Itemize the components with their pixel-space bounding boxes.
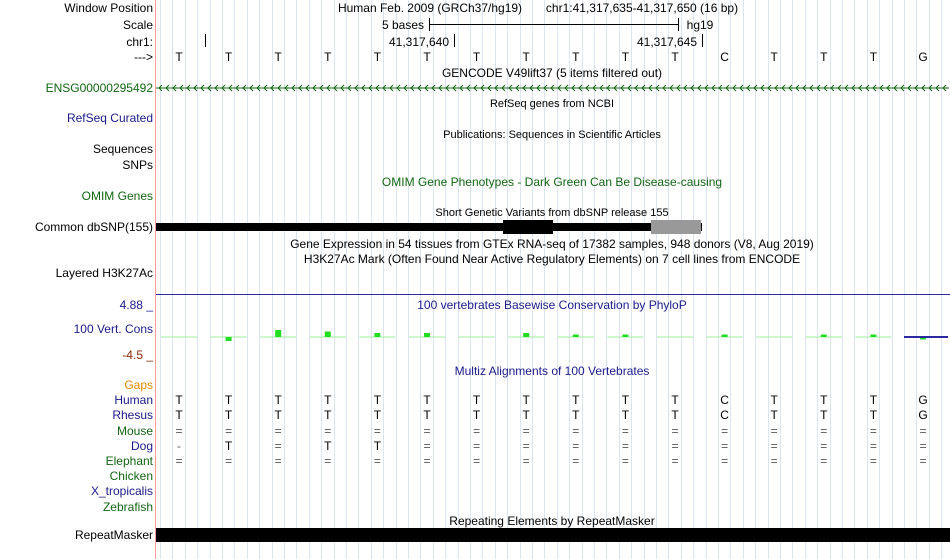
- alignment-base: =: [324, 424, 332, 438]
- scale-value: 5 bases: [381, 18, 425, 32]
- gencode-gene-label[interactable]: ENSG00000295492: [45, 81, 153, 95]
- alignment-base: T: [373, 393, 382, 407]
- omim-track-title: OMIM Gene Phenotypes - Dark Green Can Be Disease-causing: [381, 175, 723, 189]
- alignment-base: =: [671, 439, 679, 453]
- alignment-base: T: [671, 408, 679, 422]
- alignment-base: =: [274, 424, 282, 438]
- alignment-base: T: [869, 393, 878, 407]
- alignment-base: =: [225, 424, 233, 438]
- multiz-species-label[interactable]: Zebrafish: [102, 500, 153, 514]
- gtex-track-title: Gene Expression in 54 tissues from GTEx RNA-seq of 17382 samples, 948 donors (V8, Aug 2019): [290, 237, 814, 251]
- dbsnp-feature-block[interactable]: [503, 220, 553, 234]
- h3k27ac-track-title: H3K27Ac Mark (Often Found Near Active Regulatory Elements) on 7 cell lines from ENCODE: [303, 252, 801, 266]
- alignment-base: =: [324, 454, 332, 468]
- alignment-base: T: [820, 408, 828, 422]
- alignment-base: T: [770, 393, 778, 407]
- phylop-bar: [722, 335, 728, 338]
- alignment-base: =: [423, 439, 431, 453]
- alignment-base: T: [522, 393, 530, 407]
- conservation-track-title: 100 vertebrates Basewise Conservation by PhyloP: [417, 298, 687, 312]
- scale-bar-right-tick: [678, 18, 679, 31]
- alignment-base: T: [820, 393, 828, 407]
- alignment-base: =: [770, 439, 778, 453]
- alignment-base: T: [274, 408, 282, 422]
- sequence-base: T: [373, 50, 382, 64]
- phylop-bar: [374, 333, 380, 337]
- dbsnp-feature-gray[interactable]: [651, 220, 701, 234]
- conservation-track-label[interactable]: 100 Vert. Cons: [73, 322, 153, 336]
- ruler-tick-1: [454, 34, 455, 47]
- gencode-track-title: GENCODE V49lift37 (5 items filtered out): [441, 66, 663, 80]
- alignment-base: =: [175, 424, 183, 438]
- multiz-species-label[interactable]: Chicken: [109, 469, 153, 483]
- alignment-base: T: [175, 408, 183, 422]
- alignment-base: =: [919, 439, 927, 453]
- alignment-base: =: [522, 439, 530, 453]
- refseq-track-title: RefSeq genes from NCBI: [489, 98, 615, 110]
- alignment-base: =: [721, 439, 729, 453]
- alignment-base: =: [621, 424, 629, 438]
- sequence-base: T: [472, 50, 481, 64]
- alignment-base: =: [869, 439, 877, 453]
- sequence-base: T: [869, 50, 878, 64]
- alignment-base: =: [473, 424, 481, 438]
- alignment-base: T: [472, 393, 481, 407]
- alignment-base: T: [671, 393, 679, 407]
- alignment-base: =: [274, 454, 282, 468]
- conservation-max-label: 4.88 _: [119, 298, 153, 312]
- h3k27ac-track-label[interactable]: Layered H3K27Ac: [55, 266, 153, 280]
- alignment-base: T: [373, 408, 382, 422]
- alignment-base: =: [274, 439, 282, 453]
- multiz-species-label[interactable]: Rhesus: [112, 408, 153, 422]
- alignment-base: =: [522, 454, 530, 468]
- alignment-base: T: [572, 408, 580, 422]
- assembly-title: Human Feb. 2009 (GRCh37/hg19): [337, 1, 523, 15]
- alignment-base: G: [918, 408, 928, 422]
- publications-track-title: Publications: Sequences in Scientific Articles: [443, 129, 661, 141]
- repeatmasker-feature[interactable]: [156, 528, 950, 542]
- alignment-base: =: [621, 439, 629, 453]
- multiz-track-title: Multiz Alignments of 100 Vertebrates: [454, 364, 650, 378]
- snps-track-label[interactable]: SNPs: [122, 158, 153, 172]
- publications-track-label[interactable]: Sequences: [92, 142, 153, 156]
- alignment-base: T: [274, 393, 282, 407]
- conservation-top-line: [156, 294, 950, 295]
- alignment-base: T: [522, 408, 530, 422]
- dbsnp-track-label[interactable]: Common dbSNP(155): [34, 220, 153, 234]
- alignment-base: =: [820, 439, 828, 453]
- alignment-base: =: [621, 454, 629, 468]
- alignment-base: T: [869, 408, 878, 422]
- alignment-base: =: [373, 424, 381, 438]
- conservation-min-label: -4.5 _: [122, 348, 153, 362]
- omim-track-label[interactable]: OMIM Genes: [81, 189, 153, 203]
- multiz-species-label[interactable]: Elephant: [105, 454, 153, 468]
- multiz-species-label[interactable]: Dog: [130, 439, 153, 453]
- scale-bar: [429, 24, 678, 25]
- scale-db: hg19: [686, 18, 714, 32]
- alignment-base: T: [324, 393, 332, 407]
- alignment-base: =: [671, 424, 679, 438]
- sequence-base: T: [175, 50, 183, 64]
- alignment-base: T: [324, 439, 332, 453]
- refseq-track-label[interactable]: RefSeq Curated: [66, 111, 153, 125]
- phylop-bars: [156, 328, 950, 342]
- alignment-base: =: [770, 454, 778, 468]
- phylop-bar: [226, 337, 232, 341]
- alignment-base: T: [770, 408, 778, 422]
- alignment-base: -: [177, 439, 181, 453]
- alignment-base: =: [721, 454, 729, 468]
- alignment-base: T: [472, 408, 481, 422]
- dbsnp-track-title: Short Genetic Variants from dbSNP release 155: [435, 207, 669, 219]
- multiz-species-label[interactable]: Mouse: [116, 424, 153, 438]
- alignment-base: T: [324, 408, 332, 422]
- phylop-bar: [622, 335, 628, 338]
- sequence-base: T: [820, 50, 828, 64]
- scale-label: Scale: [122, 18, 153, 32]
- alignment-base: =: [423, 454, 431, 468]
- alignment-base: =: [225, 454, 233, 468]
- ruler-tick-small: [205, 34, 206, 47]
- chrom-label: chr1:: [126, 35, 153, 49]
- alignment-base: C: [720, 393, 729, 407]
- alignment-base: =: [373, 454, 381, 468]
- alignment-base: =: [572, 439, 580, 453]
- alignment-base: =: [473, 439, 481, 453]
- alignment-base: =: [820, 454, 828, 468]
- sequence-base: T: [770, 50, 778, 64]
- alignment-base: =: [473, 454, 481, 468]
- sequence-base: T: [572, 50, 580, 64]
- alignment-base: T: [621, 393, 630, 407]
- alignment-base: =: [869, 454, 877, 468]
- phylop-bar: [523, 333, 529, 337]
- sequence-base: T: [274, 50, 282, 64]
- alignment-base: T: [423, 393, 431, 407]
- position-readout[interactable]: chr1:41,317,635-41,317,650 (16 bp): [545, 1, 739, 15]
- scale-bar-left-tick: [429, 18, 430, 31]
- strand-label: --->: [134, 50, 153, 64]
- conservation-plot[interactable]: [156, 328, 950, 342]
- phylop-bar: [870, 335, 876, 338]
- alignment-base: =: [919, 454, 927, 468]
- alignment-base: =: [572, 424, 580, 438]
- multiz-species-label[interactable]: X_tropicalis: [90, 484, 153, 498]
- ruler-tick-2: [702, 34, 703, 47]
- coordinate-1: 41,317,640: [388, 35, 450, 49]
- alignment-base: =: [522, 424, 530, 438]
- phylop-bar: [275, 330, 281, 337]
- alignment-base: T: [224, 408, 233, 422]
- sequence-base: T: [423, 50, 431, 64]
- sequence-base: T: [224, 50, 233, 64]
- alignment-base: T: [621, 408, 630, 422]
- alignment-base: T: [373, 439, 382, 453]
- alignment-base: =: [671, 454, 679, 468]
- alignment-base: =: [820, 424, 828, 438]
- sequence-base: T: [522, 50, 530, 64]
- dbsnp-feature-bar[interactable]: [156, 223, 702, 231]
- window-position-label: Window Position: [64, 1, 153, 15]
- alignment-base: T: [572, 393, 580, 407]
- sequence-base: T: [671, 50, 679, 64]
- sequence-base: C: [720, 50, 729, 64]
- alignment-base: =: [919, 424, 927, 438]
- gencode-gene-feature[interactable]: [156, 80, 949, 96]
- phylop-bar: [325, 332, 331, 338]
- gene-strand-arrows: [156, 80, 949, 96]
- alignment-base: T: [224, 439, 233, 453]
- repeatmasker-track-label[interactable]: RepeatMasker: [74, 528, 153, 542]
- phylop-bar: [573, 335, 579, 338]
- sequence-base: T: [324, 50, 332, 64]
- phylop-bar: [424, 333, 430, 337]
- alignment-base: G: [918, 393, 928, 407]
- alignment-base: =: [770, 424, 778, 438]
- phylop-bar: [821, 335, 827, 338]
- alignment-base: T: [224, 393, 233, 407]
- coordinate-2: 41,317,645: [636, 35, 698, 49]
- alignment-base: =: [721, 424, 729, 438]
- alignment-base: =: [175, 454, 183, 468]
- alignment-base: =: [572, 454, 580, 468]
- alignment-base: T: [175, 393, 183, 407]
- alignment-base: T: [423, 408, 431, 422]
- repeatmasker-track-title: Repeating Elements by RepeatMasker: [449, 514, 655, 528]
- sequence-base: T: [621, 50, 630, 64]
- alignment-base: =: [869, 424, 877, 438]
- alignment-base: C: [720, 408, 729, 422]
- multiz-species-label[interactable]: Human: [114, 393, 153, 407]
- multiz-species-label[interactable]: Gaps: [124, 378, 153, 392]
- alignment-base: =: [423, 424, 431, 438]
- sequence-base: G: [918, 50, 928, 64]
